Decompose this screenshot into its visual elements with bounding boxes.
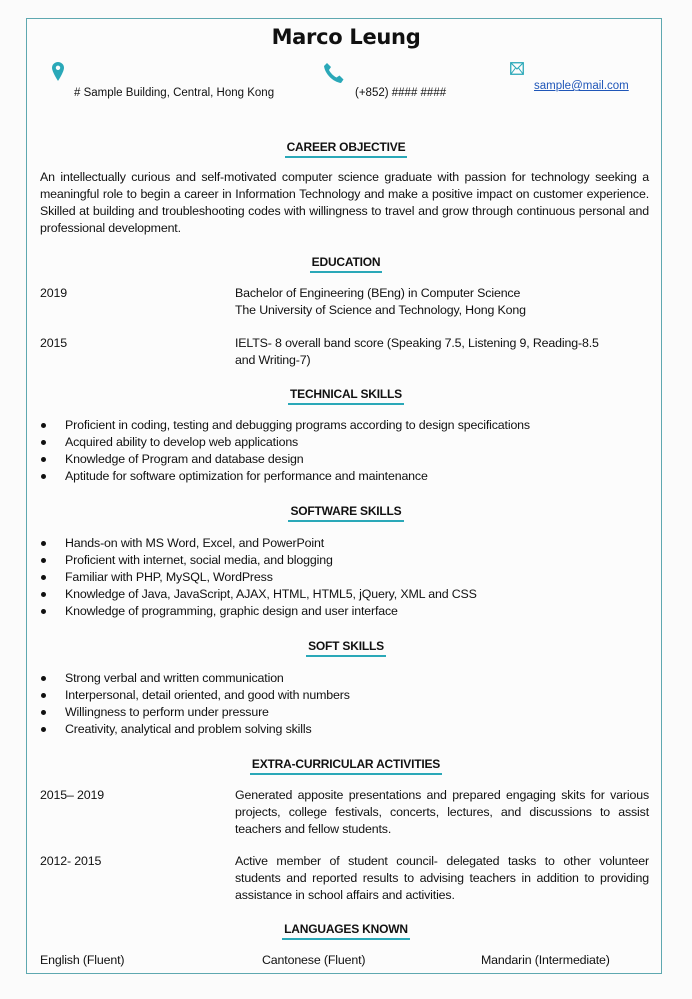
qualification-cont: and Writing-7) [235, 353, 311, 367]
list-item: Hands-on with MS Word, Excel, and PowerPoint [40, 535, 649, 552]
software-skills-list [40, 535, 649, 620]
degree: Bachelor of Engineering (BEng) in Computer Science [235, 286, 521, 300]
bullet-icon [41, 592, 46, 597]
education-year: 2019 [40, 286, 67, 300]
language-item: Cantonese (Fluent) [262, 953, 366, 967]
language-item: English (Fluent) [40, 953, 125, 967]
technical-skills-list [40, 417, 649, 485]
phone-icon [323, 62, 345, 87]
list-item: Creativity, analytical and problem solving skills [40, 721, 649, 738]
list-item: Familiar with PHP, MySQL, WordPress [40, 569, 649, 586]
list-item: Willingness to perform under pressure [40, 704, 649, 721]
list-item: Strong verbal and written communication [40, 670, 649, 687]
bullet-icon [41, 541, 46, 546]
activity-period: 2012- 2015 [40, 854, 102, 868]
soft-skills-heading: SOFT SKILLS [0, 637, 692, 657]
education-detail [235, 285, 649, 319]
languages-heading: LANGUAGES KNOWN [0, 920, 692, 940]
list-item: Interpersonal, detail oriented, and good with numbers [40, 687, 649, 704]
contact-email [510, 62, 629, 92]
institution: The University of Science and Technology, Hong Kong [235, 303, 526, 317]
bullet-icon [41, 423, 46, 428]
education-detail [235, 335, 649, 369]
list-item: Knowledge of Program and database design [40, 451, 649, 468]
contact-phone [323, 62, 447, 99]
education-heading: EDUCATION [0, 253, 692, 273]
bullet-icon [41, 474, 46, 479]
activity-period: 2015– 2019 [40, 788, 104, 802]
bullet-icon [41, 609, 46, 614]
map-pin-icon [52, 62, 64, 85]
bullet-icon [41, 457, 46, 462]
address-text: # Sample Building, Central, Hong Kong [74, 87, 275, 99]
envelope-icon [510, 62, 524, 78]
email-link[interactable]: sample@mail.com [534, 80, 629, 92]
bullet-icon [41, 676, 46, 681]
bullet-icon [41, 440, 46, 445]
list-item: Proficient with internet, social media, and blogging [40, 552, 649, 569]
technical-skills-heading: TECHNICAL SKILLS [0, 385, 692, 405]
soft-skills-list [40, 670, 649, 738]
qualification: IELTS- 8 overall band score (Speaking 7.5, Listening 9, Reading-8.5 [235, 336, 599, 350]
career-objective-heading: CAREER OBJECTIVE [0, 138, 692, 158]
software-skills-heading: SOFTWARE SKILLS [0, 502, 692, 522]
career-objective-text: An intellectually curious and self-motivated computer science graduate with passion for technology seeking a meaningful role to begin a career in Information Technology and make a positive impact on customer experience. Skilled at building and troubleshooting codes with willingness to travel and grow through continuous personal and professional development. [40, 170, 649, 235]
list-item: Proficient in coding, testing and debugging programs according to design specifications [40, 417, 649, 434]
list-item: Aptitude for software optimization for performance and maintenance [40, 468, 649, 485]
list-item: Knowledge of Java, JavaScript, AJAX, HTML, HTML5, jQuery, XML and CSS [40, 586, 649, 603]
list-item: Acquired ability to develop web applications [40, 434, 649, 451]
bullet-icon [41, 710, 46, 715]
education-year: 2015 [40, 336, 67, 350]
extra-curricular-heading: EXTRA-CURRICULAR ACTIVITIES [0, 755, 692, 775]
candidate-name: Marco Leung [271, 25, 421, 49]
contact-address [52, 62, 275, 99]
list-item: Knowledge of programming, graphic design and user interface [40, 603, 649, 620]
language-item: Mandarin (Intermediate) [481, 953, 610, 967]
bullet-icon [41, 558, 46, 563]
activity-description: Generated apposite presentations and prepared engaging skits for various projects, college festivals, concerts, lectures, and discussions to assist teachers and fellow students. [235, 788, 649, 836]
bullet-icon [41, 575, 46, 580]
activity-description: Active member of student council- delegated tasks to other volunteer students and reported results to advising teachers in addition to providing assistance in school affairs and activities. [235, 854, 649, 902]
bullet-icon [41, 727, 46, 732]
bullet-icon [41, 693, 46, 698]
phone-text: (+852) #### #### [355, 87, 447, 99]
